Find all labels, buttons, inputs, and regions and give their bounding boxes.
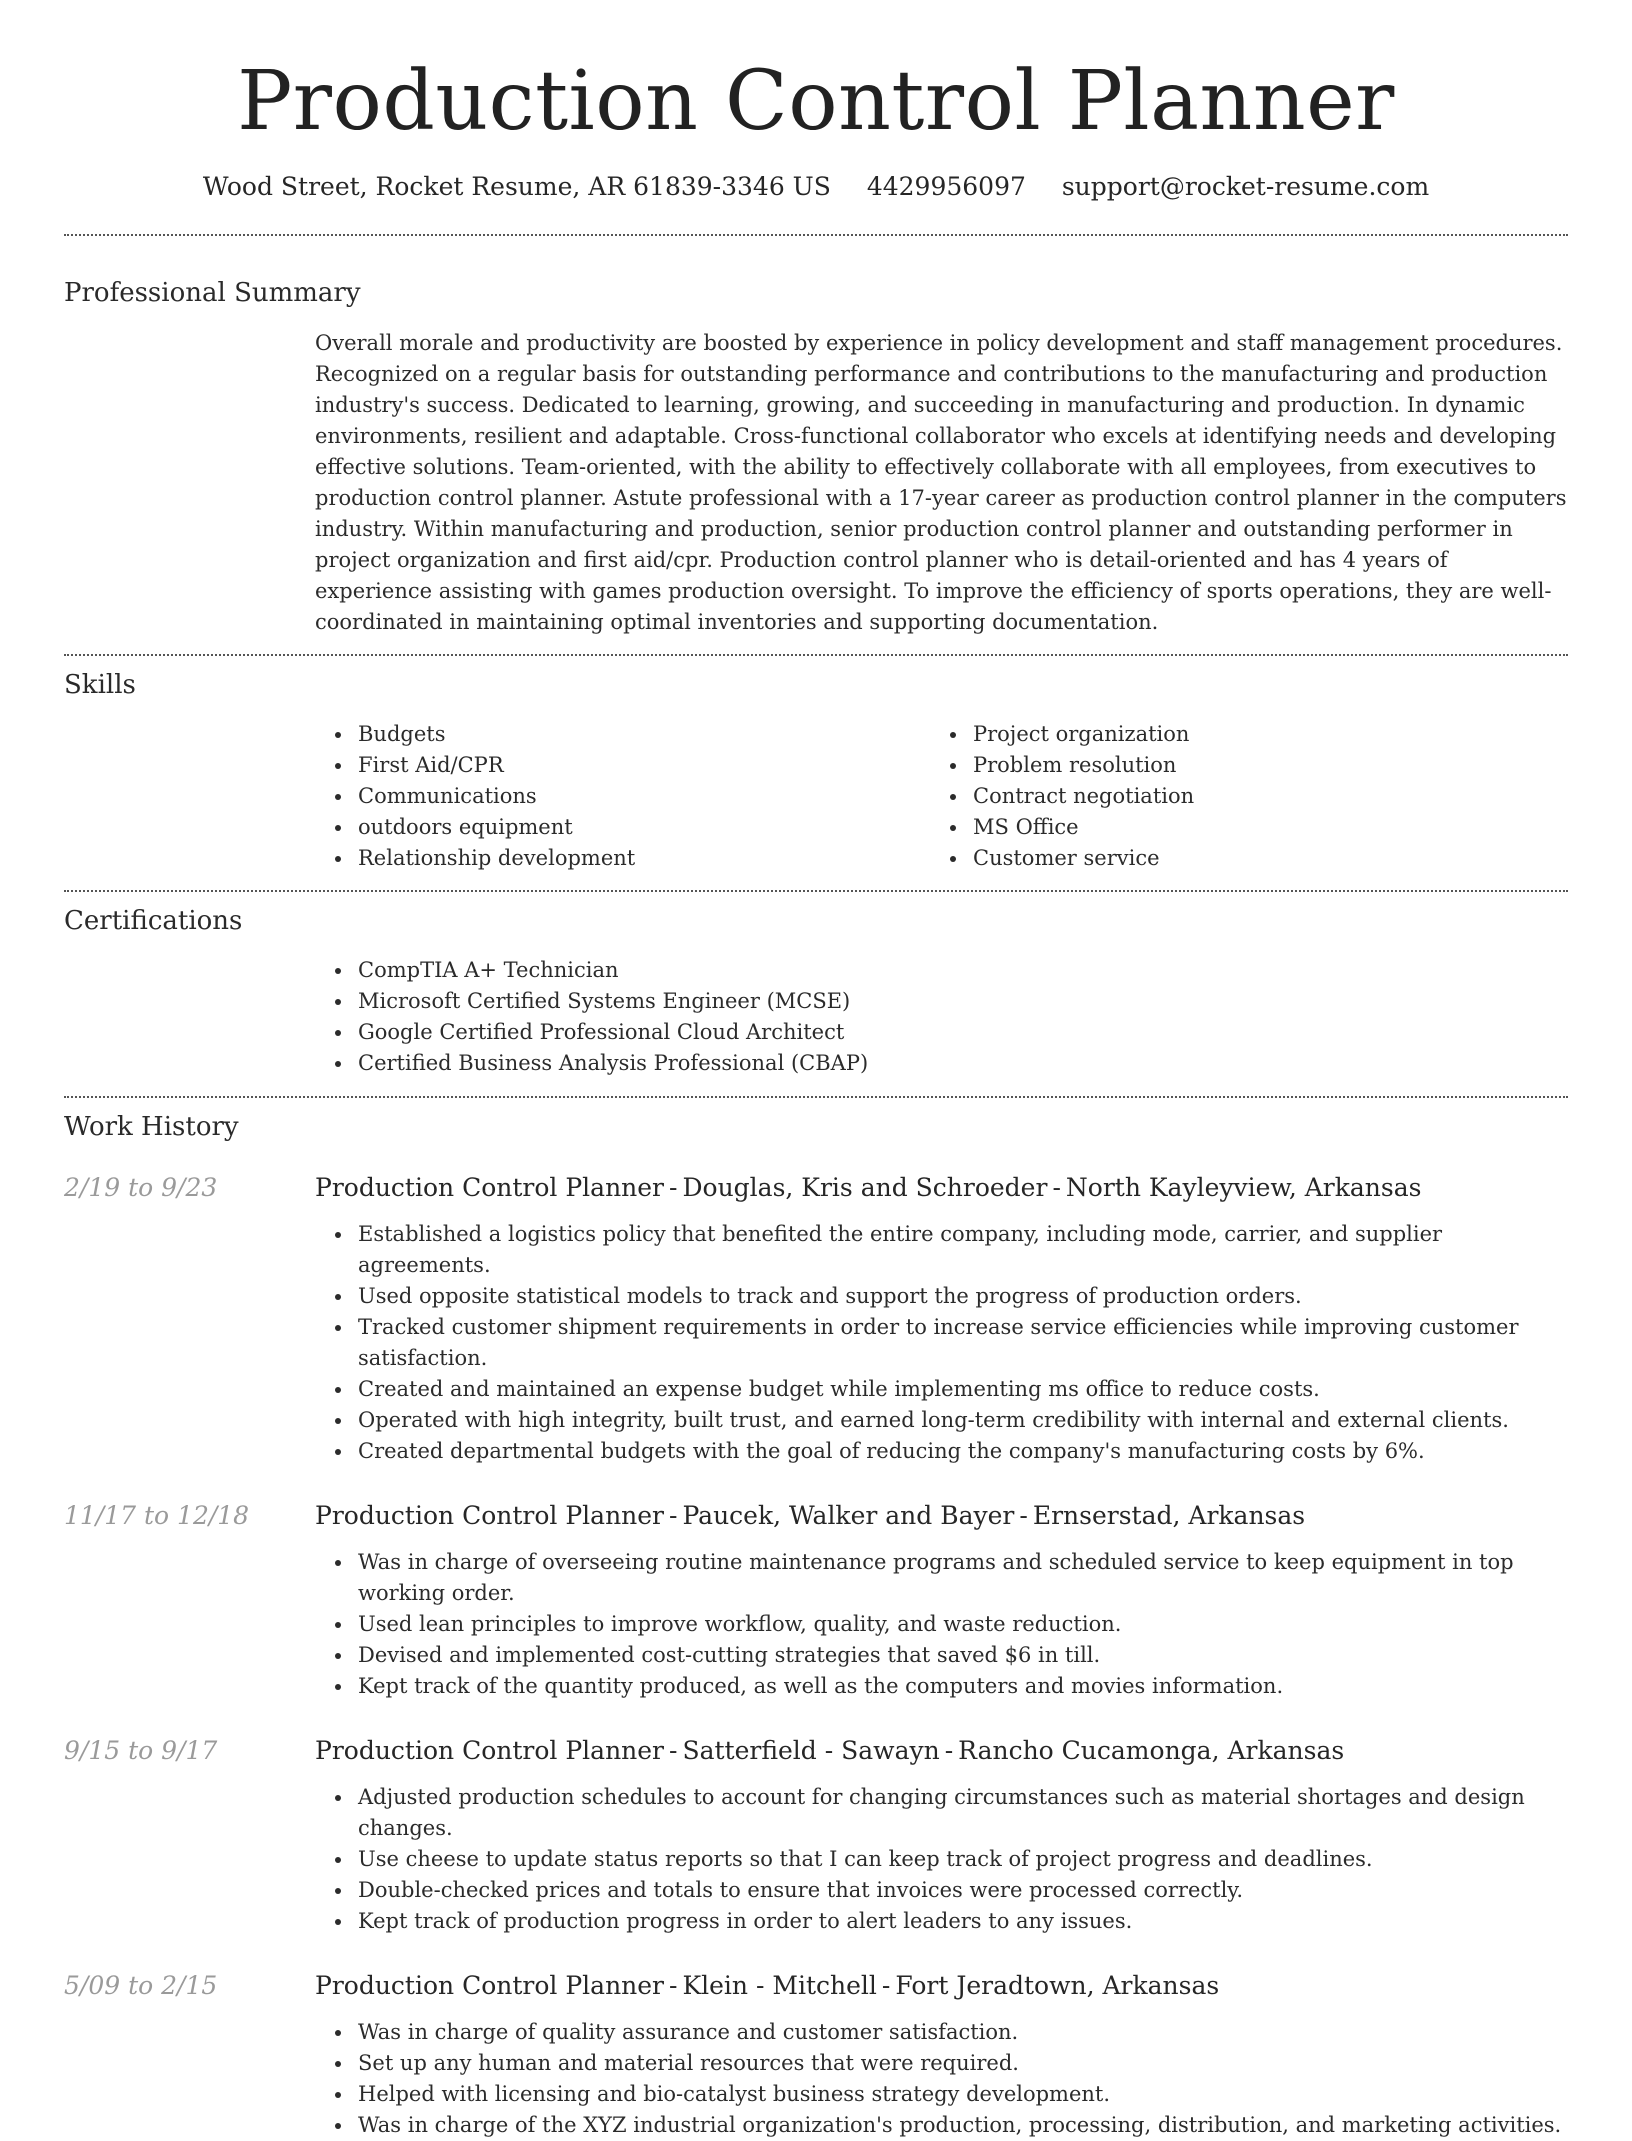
list-item: CompTIA A+ Technician [315, 955, 1568, 986]
address: Wood Street, Rocket Resume, AR 61839-3346 US [202, 172, 831, 201]
job-entry [64, 1499, 1568, 1702]
certifications-list [315, 955, 1568, 1079]
certifications-divider [64, 1096, 1568, 1098]
skills-title: Skills [64, 670, 136, 700]
list-item: Created and maintained an expense budget while implementing ms office to reduce costs. [315, 1374, 1568, 1405]
list-item: First Aid/CPR [315, 750, 930, 781]
job-company: Douglas, Kris and Schroeder [682, 1173, 1048, 1202]
job-title [315, 1969, 1568, 2003]
job-bullets [315, 1219, 1568, 1467]
separator: - [1019, 1501, 1028, 1530]
candidate-name: Production Control Planner [237, 54, 1395, 149]
list-item: Certified Business Analysis Professional (CBAP) [315, 1048, 1568, 1079]
job-entry [64, 1734, 1568, 1937]
list-item: Communications [315, 781, 930, 812]
summary-divider [64, 654, 1568, 656]
job-title [315, 1499, 1568, 1533]
phone: 4429956097 [866, 172, 1026, 201]
job-bullets [315, 2017, 1568, 2141]
job-entry [64, 1969, 1568, 2141]
list-item: Devised and implemented cost-cutting strategies that saved $6 in till. [315, 1640, 1568, 1671]
job-role: Production Control Planner [315, 1173, 665, 1202]
separator: - [669, 1736, 678, 1765]
list-item: Set up any human and material resources that were required. [315, 2048, 1568, 2079]
list-item: Customer service [930, 843, 1545, 874]
list-item: Contract negotiation [930, 781, 1545, 812]
header-divider [64, 234, 1568, 236]
list-item: Relationship development [315, 843, 930, 874]
job-role: Production Control Planner [315, 1501, 665, 1530]
list-item: outdoors equipment [315, 812, 930, 843]
email: support@rocket-resume.com [1061, 172, 1430, 201]
list-item: Was in charge of the XYZ industrial organization's production, processing, distribution, and marketing activities. [315, 2110, 1568, 2141]
separator: - [669, 1501, 678, 1530]
job-entry [64, 1171, 1568, 1467]
skills-divider [64, 890, 1568, 892]
resume-page [64, 0, 1568, 2137]
separator: - [669, 1173, 678, 1202]
separator: - [669, 1971, 678, 2000]
list-item: Adjusted production schedules to account for changing circumstances such as material shortages and design changes. [315, 1782, 1568, 1844]
job-company: Satterfield - Sawayn [682, 1736, 940, 1765]
job-bullets [315, 1782, 1568, 1937]
list-item: Helped with licensing and bio-catalyst business strategy development. [315, 2079, 1568, 2110]
job-location: North Kayleyview, Arkansas [1065, 1173, 1422, 1202]
job-location: Rancho Cucamonga, Arkansas [958, 1736, 1345, 1765]
job-date: 5/09 to 2/15 [64, 1971, 218, 2000]
list-item: Kept track of production progress in order to alert leaders to any issues. [315, 1906, 1568, 1937]
work-history-title: Work History [64, 1112, 239, 1142]
list-item: Was in charge of quality assurance and customer satisfaction. [315, 2017, 1568, 2048]
list-item: Created departmental budgets with the goal of reducing the company's manufacturing costs by 6%. [315, 1436, 1568, 1467]
skills-grid [315, 719, 1568, 874]
list-item: Operated with high integrity, built trust, and earned long-term credibility with internal and external clients. [315, 1405, 1568, 1436]
list-item: Used opposite statistical models to track and support the progress of production orders. [315, 1281, 1568, 1312]
list-item: Problem resolution [930, 750, 1545, 781]
job-company: Klein - Mitchell [682, 1971, 877, 2000]
list-item: Budgets [315, 719, 930, 750]
list-item: Use cheese to update status reports so that I can keep track of project progress and deadlines. [315, 1844, 1568, 1875]
separator: - [881, 1971, 891, 2000]
job-date: 2/19 to 9/23 [64, 1173, 218, 1202]
contact-line [64, 170, 1568, 204]
separator: - [944, 1736, 954, 1765]
list-item: MS Office [930, 812, 1545, 843]
job-title [315, 1171, 1568, 1205]
list-item: Double-checked prices and totals to ensure that invoices were processed correctly. [315, 1875, 1568, 1906]
job-role: Production Control Planner [315, 1971, 665, 2000]
summary-text: Overall morale and productivity are boosted by experience in policy development and staff management procedures. Recognized on a regular basis for outstanding performance and contributions to the manufacturing and production industry's success. Dedicated to learning, growing, and succeeding in manufacturing and production. In dynamic environments, resilient and adaptable. Cross-functional collaborator who excels at identifying needs and developing effective solutions. Team-oriented, with the ability to effectively collaborate with all employees, from executives to production control planner. Astute professional with a 17-year career as production control planner in the computers industry. Within manufacturing and production, senior production control planner and outstanding performer in project organization and first aid/cpr. Production control planner who is detail-oriented and has 4 years of experience assisting with games production oversight. To improve the efficiency of sports operations, they are well-coordinated in maintaining optimal inventories and supporting documentation. [315, 331, 1567, 634]
job-date: 11/17 to 12/18 [64, 1501, 250, 1530]
certifications-title: Certifications [64, 906, 243, 936]
list-item: Tracked customer shipment requirements in order to increase service efficiencies while improving customer satisfaction. [315, 1312, 1568, 1374]
list-item: Microsoft Certified Systems Engineer (MCSE) [315, 986, 1568, 1017]
job-company: Paucek, Walker and Bayer [682, 1501, 1015, 1530]
list-item: Google Certified Professional Cloud Architect [315, 1017, 1568, 1048]
job-role: Production Control Planner [315, 1736, 665, 1765]
skills-left-list [315, 719, 930, 874]
list-item: Project organization [930, 719, 1545, 750]
separator: - [1052, 1173, 1061, 1202]
job-location: Ernserstad, Arkansas [1032, 1501, 1306, 1530]
list-item: Was in charge of overseeing routine maintenance programs and scheduled service to keep equipment in top working order. [315, 1547, 1568, 1609]
list-item: Established a logistics policy that benefited the entire company, including mode, carrier, and supplier agreements. [315, 1219, 1568, 1281]
list-item: Kept track of the quantity produced, as well as the computers and movies information. [315, 1671, 1568, 1702]
job-title [315, 1734, 1568, 1768]
skills-right-list [930, 719, 1545, 874]
job-bullets [315, 1547, 1568, 1702]
job-date: 9/15 to 9/17 [64, 1736, 218, 1765]
summary-title: Professional Summary [64, 278, 361, 308]
job-location: Fort Jeradtown, Arkansas [895, 1971, 1220, 2000]
list-item: Used lean principles to improve workflow, quality, and waste reduction. [315, 1609, 1568, 1640]
